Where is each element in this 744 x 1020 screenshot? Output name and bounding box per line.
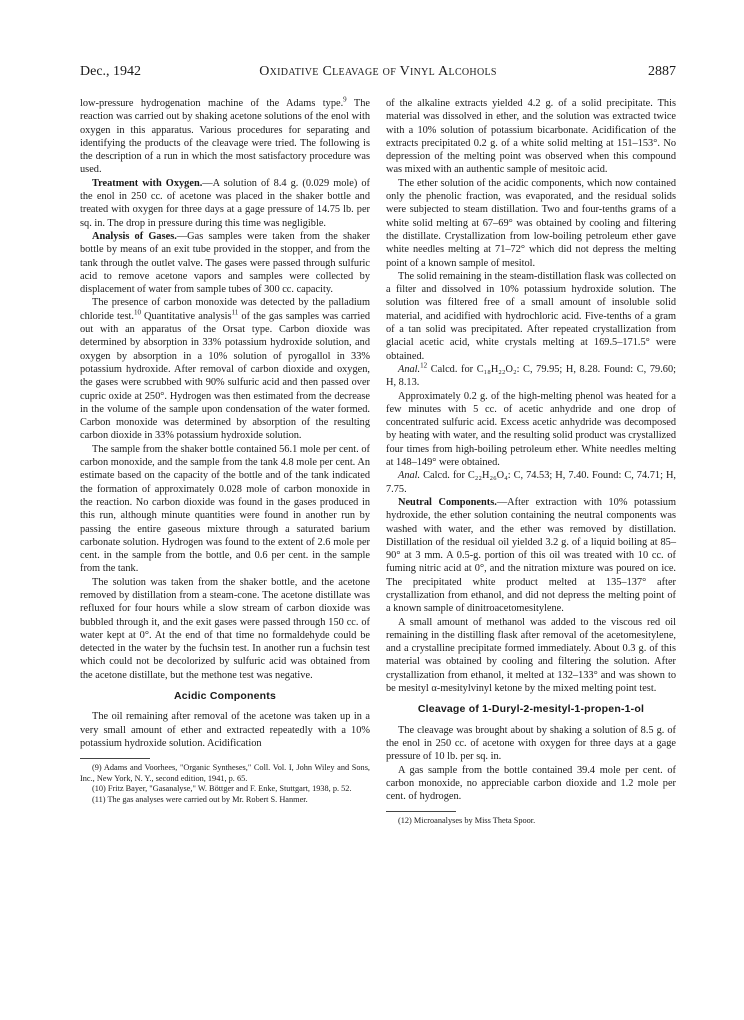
- issue-date: Dec., 1942: [80, 64, 142, 79]
- footnote-rule: [80, 758, 150, 759]
- paragraph: The sample from the shaker bottle contained 56.1 mole per cent. of carbon monoxide, and the sample from the tank 4.8 mole per cent. An estimate based on the capacity of the bottle and of the tank indicated the formation of approximately 0.028 mole of carbon monoxide in the reaction. No carbon dioxide was found in the gases produced in this run, although minute quantities were found in another run by passing the entire gaseous mixture through a saturated barium carbonate solution. Hydrogen was found to the extent of 2.6 mole per cent. in the sample from the bottle, and 0.6 per cent. in the sample from the tank.: [80, 443, 370, 575]
- paragraph: The presence of carbon monoxide was detected by the palladium chloride test.$^{10}$ Quantitative analysis$^{11}$ of the gas samples was carried out with an apparatus of the Orsat type. Carbon dioxide was determined by absorption in 33% potassium hydroxide solution, and oxygen by absorption in a 10% solution of pyrogallol in 33% potassium hydroxide. After removal of carbon dioxide and oxygen, the gases were scrubbed with 90% sulfuric acid and then passed over cupric oxide at 250°. Hydrogen was then estimated from the decrease in the volume of the sample upon condensation of the water formed. Carbon monoxide was determined by absorption of the resulting carbon dioxide in 33% potassium hydroxide solution.: [80, 297, 370, 442]
- paragraph: low-pressure hydrogenation machine of the Adams type.$^9$ The reaction was carried out by shaking acetone solutions of the enol with oxygen in this apparatus. Various procedures for separating and identifying the products of the cleavage were tried. The following is the description of a run in which the most satisfactory procedure was used.: [80, 95, 370, 176]
- footnote-11: (11) The gas analyses were carried out by Mr. Robert S. Hanmer.: [92, 795, 308, 805]
- paragraph-analysis-gases: Analysis of Gases.—Gas samples were taken from the shaker bottle by means of an exit tube provided in the stopper, and from the tank through the outlet valve. The gases were passed through sulfuric acid to remove acetone vapors and samples were collected by displacement of water from sample tubes of 300 cc. capacity.: [80, 230, 370, 296]
- paragraph: of the alkaline extracts yielded 4.2 g. of a solid precipitate. This material was dissolved in ether, and the solution was extracted twice with a 10% solution of potassium bicarbonate. Acidification of the extracts precipitated 0.2 g. of a white solid melting at 151–153°. No depression of the melting point was observed when this compound was mixed with an authentic sample of mesitoic acid.: [386, 98, 676, 176]
- run-in-heading: Analysis of Gases.: [92, 230, 177, 242]
- paragraph-treatment-oxygen: Treatment with Oxygen.—A solution of 8.4 g. (0.029 mole) of the enol in 250 cc. of acetone was placed in the shaker bottle and treated with oxygen for three days at a gage pressure of 14.75 lb. per sq. in. The drop in pressure during this time was negligible.: [80, 177, 370, 229]
- paragraph: The solid remaining in the steam-distillation flask was collected on a filter and dissolved in 10% potassium hydroxide solution. The solution was filtered free of a small amount of insoluble solid material, and acidified with hydrochloric acid. Five-tenths of a gram of a tan solid was precipitated. After repeated crystallization from glacial acetic acid, white crystals melting at 169.5–171.5° were obtained.: [386, 270, 676, 362]
- paragraph: The oil remaining after removal of the acetone was taken up in a very small amount of ether and extracted repeatedly with a 10% potassium hydroxide solution. Acidification: [80, 711, 370, 749]
- running-title: Oxidative Cleavage of Vinyl Alcohols: [259, 64, 497, 79]
- run-in-heading: Neutral Components.: [398, 496, 497, 508]
- section-heading-acidic: Acidic Components: [174, 690, 276, 703]
- footnote-9: (9) Adams and Voorhees, "Organic Syntheses," Coll. Vol. I, John Wiley and Sons, Inc., New York, N. Y., second edition, 1941, p. 65.: [80, 763, 370, 783]
- paragraph: A gas sample from the bottle contained 39.4 mole per cent. of carbon monoxide, no appreciable carbon dioxide and 1.2 mole per cent. of hydrogen.: [386, 764, 676, 803]
- paragraph: The solution was taken from the shaker bottle, and the acetone removed by distillation from a steam-cone. The acetone distillate was refluxed for four hours while a slow stream of carbon dioxide was bubbled through it, and the exit gases were passed through 150 cc. of water kept at 0°. At the end of that time no formaldehyde could be detected in the water by the fuchsin test. In another run a fuchsin test which could not be decolorized by sulfuric acid was obtained from the acetone distillate, but the methone test was negative.: [80, 576, 370, 681]
- paragraph-neutral-components: Neutral Components.—After extraction with 10% potassium hydroxide, the ether solution containing the neutral components was washed with water, and the ether was removed by distillation. Distillation of the residual oil yielded 3.2 g. of a liquid boiling at 85–90° at 3 mm. A 0.5-g. portion of this oil was treated with 10 cc. of fuming nitric acid at 0°, and the nitration mixture was poured on ice. The precipitated white product melted at 135–137° after crystallization from ethanol, and did not depress the melting point of a known sample of dinitroacetomesitylene.: [386, 496, 676, 615]
- paragraph: The cleavage was brought about by shaking a solution of 8.5 g. of the enol in 250 cc. of acetone with oxygen for three days at a gage pressure of 10 lb. per sq. in.: [386, 724, 676, 763]
- footnote-rule: [386, 811, 456, 812]
- right-column: [386, 97, 676, 827]
- paragraph: Approximately 0.2 g. of the high-melting phenol was heated for a few minutes with 5 cc. of acetic anhydride and one drop of concentrated sulfuric acid. Excess acetic anhydride was decomposed by heating with water, and the resulting solid product was crystallized four times from high-boiling petroleum ether. White needles melting at 148–149° were obtained.: [386, 390, 676, 469]
- paragraph: A small amount of methanol was added to the viscous red oil remaining in the distilling flask after removal of the acetomesitylene, and a crystalline precipitate formed immediately. About 0.3 g. of this material was obtained by cooling and filtering the solution. After crystallization from ethanol, it melted at 132–133° and was shown to be mesityl α-mesitylvinyl ketone by the mixed melting point test.: [386, 616, 676, 695]
- paragraph: The ether solution of the acidic components, which now contained only the phenolic fraction, was evaporated, and the residual solids were subjected to steam distillation. Two and four-tenths grams of a white solid melting at 67–69° was obtained by cooling and filtering the distillate. Crystallization from low-boiling petroleum ether gave white needles melting at 71–72° which did not depress the melting point of a known sample of mesitol.: [386, 177, 676, 269]
- section-heading-cleavage: Cleavage of 1-Duryl-2-mesityl-1-propen-1-ol: [417, 703, 645, 716]
- analysis-line: Anal. Calcd. for C₂₂H₂₆O₄: C, 74.53; H, 7.40. Found: C, 74.71; H, 7.75.: [386, 470, 676, 495]
- left-column: [80, 97, 370, 806]
- run-in-heading: Treatment with Oxygen.: [92, 177, 203, 189]
- footnote-10: (10) Fritz Bayer, "Gasanalyse," W. Böttger and F. Enke, Stuttgart, 1938, p. 52.: [92, 784, 352, 794]
- analysis-line: Anal.$^{12}$ Calcd. for C₁₈H₂₂O₂: C, 79.95; H, 8.28. Found: C, 79.60; H, 8.13.: [386, 361, 676, 389]
- footnote-12: (12) Microanalyses by Miss Theta Spoor.: [398, 816, 536, 826]
- page-header: [80, 64, 676, 84]
- page-number: 2887: [648, 64, 676, 79]
